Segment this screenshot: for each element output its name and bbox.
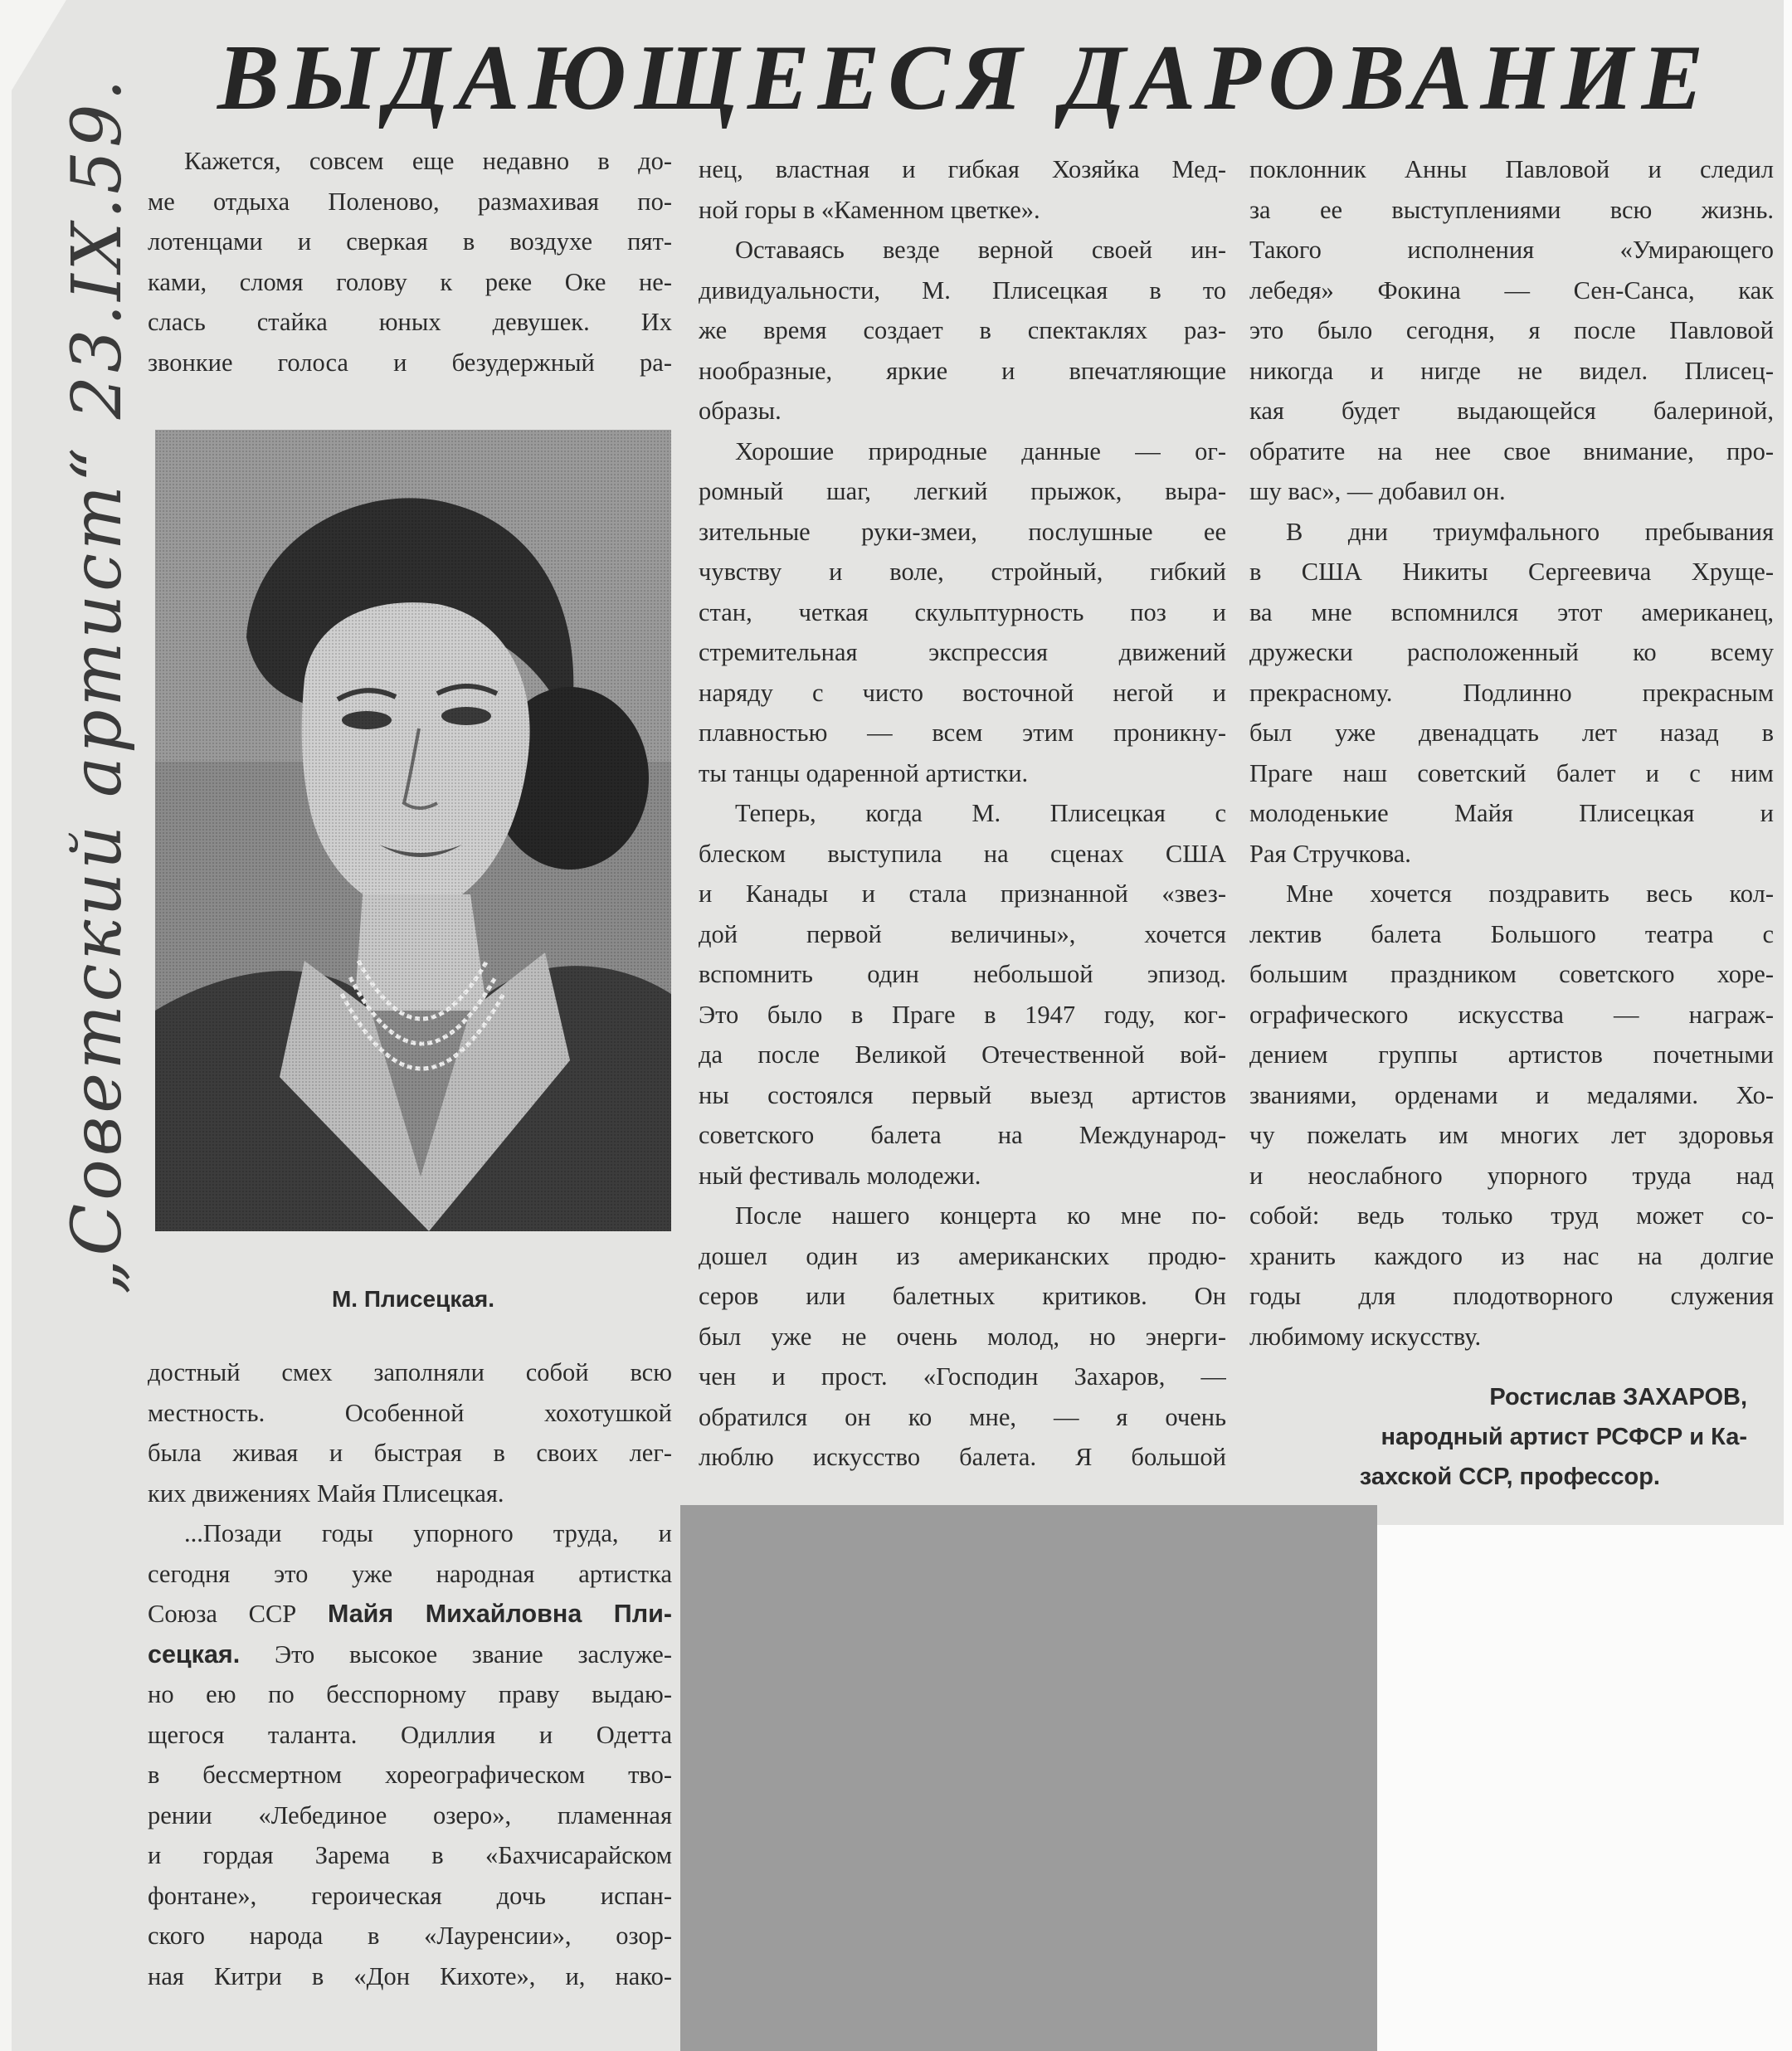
text-line: обратите на нее свое внимание, про- — [1249, 436, 1774, 465]
text-line: звонкие голоса и безудержный ра- — [148, 348, 672, 377]
text-line: кая будет выдающейся балериной, — [1249, 397, 1774, 425]
text-line: ского народа в «Лауренсии», озор- — [148, 1922, 672, 1950]
text-line: дружески расположенный ко всему — [1249, 638, 1774, 666]
text-line: ромный шаг, легкий прыжок, выра- — [699, 477, 1226, 505]
text-line: и неослабного упорного труда над — [1249, 1161, 1774, 1190]
text-line — [148, 1634, 672, 1675]
text-line: местность. Особенной хохотушкой — [148, 1398, 672, 1427]
text-line: рении «Лебединое озеро», пламенная — [148, 1800, 672, 1829]
text-line: и гордая Зарема в «Бахчисарайском — [148, 1841, 672, 1869]
text-line: да после Великой Отечественной вой- — [699, 1040, 1226, 1069]
text-line: наряду с чисто восточной негой и — [699, 678, 1226, 707]
author-title-cont: захской ССР, профессор. — [1359, 1464, 1660, 1490]
text-line: ной горы в «Каменном цветке». — [699, 195, 1040, 224]
text-line: ная Китри в «Дон Кихоте», и, нако- — [148, 1961, 672, 1990]
column-1-bottom — [148, 1352, 672, 1996]
text-line: После нашего концерта ко мне по- — [735, 1201, 1226, 1230]
text-line: Хорошие природные данные — ог- — [735, 436, 1226, 465]
text-line: поклонник Анны Павловой и следил — [1249, 155, 1774, 183]
text-line: это было сегодня, я после Павловой — [1249, 316, 1774, 344]
text-line: дошел один из американских продю- — [699, 1241, 1226, 1270]
text-line: нообразные, яркие и впечатляющие — [699, 356, 1226, 385]
text-line: дением группы артистов почетными — [1249, 1040, 1774, 1069]
text-line: но ею по бесспорному праву выдаю- — [148, 1680, 672, 1708]
portrait-illustration — [155, 430, 671, 1231]
author-title: народный артист РСФСР и Ка- — [1381, 1424, 1747, 1450]
text-line: ографического искусства — награж- — [1249, 1000, 1774, 1029]
text-line: ких движениях Майя Плисецкая. — [148, 1479, 504, 1508]
text-line: любимому искусству. — [1249, 1322, 1482, 1351]
text-line: Кажется, совсем еще недавно в до- — [184, 147, 672, 175]
author-name: Ростислав ЗАХАРОВ, — [1489, 1384, 1747, 1410]
text-line: был уже не очень молод, но энерги- — [699, 1322, 1226, 1351]
text-line: серов или балетных критиков. Он — [699, 1282, 1226, 1310]
text-line: Оставаясь везде верной своей ин- — [735, 236, 1226, 264]
text-line: сегодня это уже народная артистка — [148, 1559, 672, 1588]
text-line: дой первой величины», хочется — [699, 919, 1226, 948]
text-line: В дни триумфального пребывания — [1286, 517, 1774, 546]
text-line: в США Никиты Сергеевича Хруще- — [1249, 558, 1774, 586]
text-line: молоденькие Майя Плисецкая и — [1249, 799, 1774, 827]
text-line: вспомнить один небольшой эпизод. — [699, 960, 1226, 988]
text-line: ва мне вспомнился этот американец, — [1249, 597, 1774, 626]
text-line: шу вас», — добавил он. — [1249, 477, 1506, 505]
name-bold: Майя Михайловна Пли- — [327, 1600, 672, 1628]
text-line: никогда и нигде не видел. Плисец- — [1249, 356, 1774, 385]
text-line: Праге наш советский балет и с ним — [1249, 758, 1774, 787]
photo-caption: М. Плисецкая. — [331, 1286, 495, 1312]
text-line: стан, четкая скульптурность поз и — [699, 597, 1226, 626]
text-line: чувству и воле, стройный, гибкий — [699, 558, 1226, 586]
text-line: лотенцами и сверкая в воздухе пят- — [148, 227, 672, 256]
text-line: собой: ведь только труд может со- — [1249, 1201, 1774, 1230]
text-line: ный фестиваль молодежи. — [699, 1161, 981, 1190]
text-line — [148, 1594, 672, 1634]
text-line: лебедя» Фокина — Сен-Санса, как — [1249, 275, 1774, 304]
text-line: зительные руки-змеи, послушные ее — [699, 517, 1226, 546]
headline: ВЫДАЮЩЕЕСЯ ДАРОВАНИЕ — [217, 27, 1712, 129]
text-line: блеском выступила на сценах США — [699, 839, 1226, 868]
text-line: Теперь, когда М. Плисецкая с — [735, 799, 1226, 827]
text-line: годы для плодотворного служения — [1249, 1282, 1774, 1310]
column-2 — [699, 149, 1226, 1478]
text-line: хранить каждого из нас на долгие — [1249, 1241, 1774, 1270]
column-1-top — [148, 141, 672, 382]
name-bold: сецкая. — [148, 1639, 241, 1669]
text-line: плавностью — всем этим проникну- — [699, 719, 1226, 747]
text-line: советского балета на Международ- — [699, 1121, 1226, 1149]
text-line: лектив балета Большого театра с — [1249, 919, 1774, 948]
text-line: достный смех заполняли собой всю — [148, 1358, 672, 1386]
text-line: ...Позади годы упорного труда, и — [184, 1519, 672, 1547]
text-line: Мне хочется поздравить весь кол- — [1286, 879, 1774, 908]
text-line: и Канады и стала признанной «звез- — [699, 879, 1226, 908]
text-line: ме отдыха Поленово, размахивая по- — [148, 187, 672, 216]
text-line: образы. — [699, 397, 782, 425]
text-line: фонтане», героическая дочь испан- — [148, 1881, 672, 1910]
text-line: щегося таланта. Одиллия и Одетта — [148, 1720, 672, 1749]
text-line: Рая Стручкова. — [1249, 839, 1411, 868]
text-line: ты танцы одаренной артистки. — [699, 758, 1029, 787]
column-3 — [1249, 149, 1774, 1357]
portrait-photo — [155, 430, 671, 1231]
text-line: обратился он ко мне, — я очень — [699, 1402, 1226, 1431]
text-fragment: Это высокое звание заслуже- — [274, 1639, 672, 1669]
text-line: же время создает в спектаклях раз- — [699, 316, 1226, 344]
text-line: был уже двенадцать лет назад в — [1249, 719, 1774, 747]
text-line: нец, властная и гибкая Хозяйка Мед- — [699, 155, 1226, 183]
text-line: люблю искусство балета. Я большой — [699, 1443, 1226, 1471]
text-line: за ее выступлениями всю жизнь. — [1249, 195, 1774, 224]
text-line: дивидуальности, М. Плисецкая в то — [699, 275, 1226, 304]
text-fragment: Союза ССР — [148, 1600, 297, 1628]
text-line: чен и прост. «Господин Захаров, — — [699, 1362, 1226, 1391]
handwritten-note: „Советский артист“ 23.IX.59. — [58, 76, 137, 1294]
text-line: Такого исполнения «Умирающего — [1249, 236, 1774, 264]
text-line: ками, сломя голову к реке Оке не- — [148, 267, 672, 296]
text-line: в бессмертном хореографическом тво- — [148, 1761, 672, 1789]
text-line: прекрасному. Подлинно прекрасным — [1249, 678, 1774, 707]
text-line: большим праздником советского хоре- — [1249, 960, 1774, 988]
text-line: слась стайка юных девушек. Их — [148, 308, 672, 336]
text-line: чу пожелать им многих лет здоровья — [1249, 1121, 1774, 1149]
text-line: званиями, орденами и медалями. Хо- — [1249, 1080, 1774, 1109]
text-line: была живая и быстрая в своих лег- — [148, 1439, 672, 1467]
text-line: ны состоялся первый выезд артистов — [699, 1080, 1226, 1109]
text-line: Это было в Праге в 1947 году, ког- — [699, 1000, 1226, 1029]
author-signature — [1249, 1377, 1747, 1497]
text-line: стремительная экспрессия движений — [699, 638, 1226, 666]
